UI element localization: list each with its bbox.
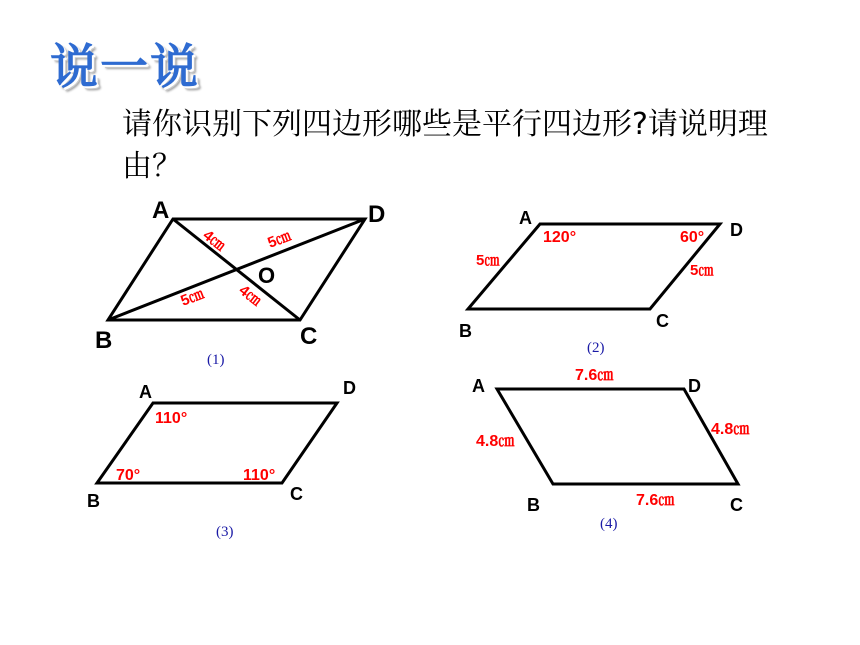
figure-4-side-ad: 7.6㎝ bbox=[575, 367, 614, 384]
figure-1-point-c: C bbox=[300, 323, 318, 350]
figure-1-measure-oc: 4㎝ bbox=[235, 281, 265, 310]
figure-2-angle-a: 120° bbox=[543, 229, 577, 246]
figure-3-angle-a: 110° bbox=[155, 410, 188, 427]
figure-4-point-a: A bbox=[472, 376, 485, 396]
figure-1-measure-ao: 4㎝ bbox=[199, 226, 229, 255]
figure-3-point-c: C bbox=[290, 484, 303, 504]
figure-4-parallelogram bbox=[497, 389, 738, 484]
figure-4-side-ab: 4.8㎝ bbox=[476, 433, 515, 450]
figure-2-point-c: C bbox=[656, 311, 669, 331]
figure-1-diagonal-bd bbox=[108, 219, 365, 320]
figure-2-caption: (2) bbox=[587, 340, 605, 356]
figure-1-point-d: D bbox=[368, 201, 386, 228]
figure-3-angle-c: 110° bbox=[243, 467, 276, 484]
figure-3-angle-b: 70° bbox=[116, 467, 141, 484]
figure-2-point-b: B bbox=[459, 321, 472, 341]
figure-2-point-a: A bbox=[519, 208, 532, 228]
figure-2 bbox=[459, 208, 743, 356]
figure-1-measure-bo: 5㎝ bbox=[178, 285, 207, 310]
figure-3 bbox=[87, 378, 356, 540]
figure-3-point-a: A bbox=[139, 382, 152, 402]
figure-2-angle-d: 60° bbox=[680, 229, 705, 246]
slide-title: 说一说 bbox=[50, 39, 201, 95]
question-text: 请你识别下列四边形哪些是平行四边形?请说明理由？ bbox=[122, 107, 768, 184]
figure-1-caption: (1) bbox=[207, 352, 225, 368]
figure-4-side-bc: 7.6㎝ bbox=[636, 492, 675, 509]
figure-4 bbox=[472, 367, 750, 532]
figure-4-point-d: D bbox=[688, 376, 701, 396]
figure-1-point-o: O bbox=[258, 263, 276, 288]
figure-4-point-b: B bbox=[527, 495, 540, 515]
figure-1-point-b: B bbox=[95, 327, 113, 354]
figure-3-caption: (3) bbox=[216, 524, 234, 540]
figure-4-caption: (4) bbox=[600, 516, 618, 532]
figure-2-point-d: D bbox=[730, 220, 743, 240]
figure-2-side-dc: 5㎝ bbox=[690, 262, 714, 279]
figure-4-side-dc: 4.8㎝ bbox=[711, 421, 750, 438]
figure-2-side-ab: 5㎝ bbox=[476, 252, 500, 269]
figure-1-point-a: A bbox=[152, 197, 170, 224]
figure-3-point-b: B bbox=[87, 491, 100, 511]
figure-1-measure-od: 5㎝ bbox=[265, 227, 294, 252]
figure-3-point-d: D bbox=[343, 378, 356, 398]
figure-1 bbox=[95, 197, 385, 368]
figure-4-point-c: C bbox=[730, 495, 743, 515]
